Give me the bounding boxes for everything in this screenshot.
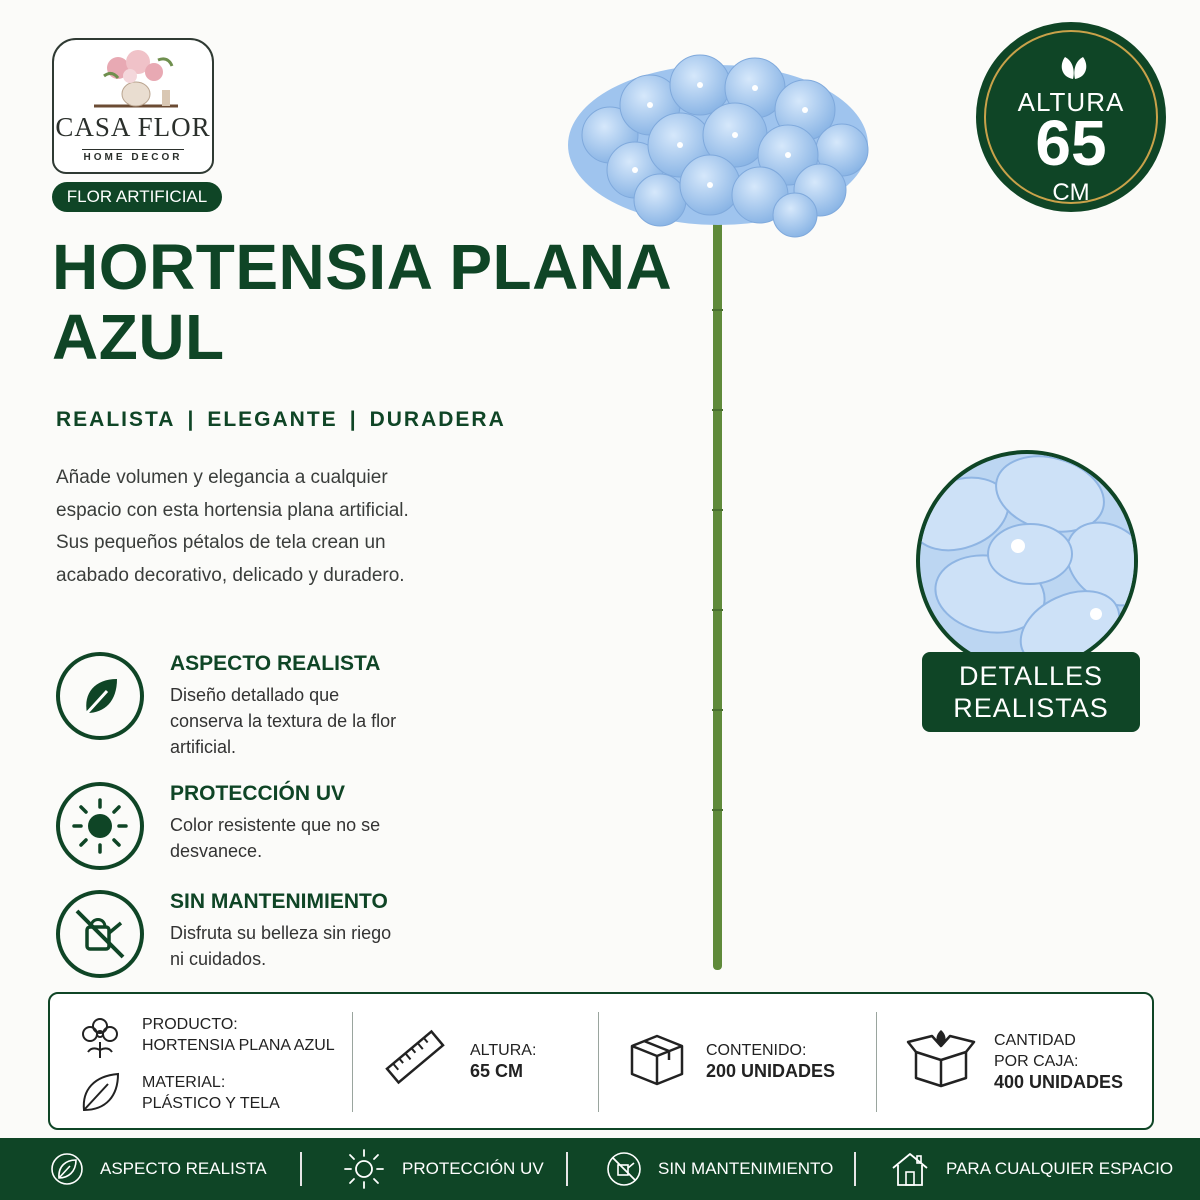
footer-divider xyxy=(854,1152,856,1186)
feature-text: Color resistente que no se desvanece. xyxy=(170,815,381,861)
no-watering-can-icon xyxy=(56,890,144,978)
footer-item-espacio xyxy=(890,1138,1173,1200)
spec-quantity-label: CANTIDAD xyxy=(994,1032,1076,1049)
tagline-duradera: DURADERA xyxy=(369,408,506,431)
spec-divider xyxy=(598,1012,599,1112)
footer-item-uv xyxy=(342,1138,544,1200)
flower-vase-illustration xyxy=(88,46,184,112)
feature-title: ASPECTO REALISTA xyxy=(170,652,381,675)
hydrangea-flower-image xyxy=(550,50,890,980)
spec-product-value: HORTENSIA PLANA AZUL xyxy=(142,1037,335,1054)
spec-material xyxy=(142,1072,280,1114)
spec-quantity-label-2: POR CAJA: xyxy=(994,1053,1079,1070)
tagline-separator: | xyxy=(187,408,196,431)
specs-box xyxy=(48,992,1154,1130)
spec-product xyxy=(142,1014,335,1056)
feature-title: PROTECCIÓN UV xyxy=(170,782,346,805)
spec-divider xyxy=(352,1012,353,1112)
spec-product-label: PRODUCTO: xyxy=(142,1016,238,1033)
detail-line-2: REALISTAS xyxy=(953,693,1109,723)
brand-subtitle: HOME DECOR xyxy=(83,152,183,163)
height-badge xyxy=(976,22,1166,212)
spec-material-label: MATERIAL: xyxy=(142,1074,226,1091)
footer-item-aspecto xyxy=(50,1138,267,1200)
feature-aspecto-realista xyxy=(56,652,416,757)
footer-label: ASPECTO REALISTA xyxy=(100,1159,267,1178)
category-pill: FLOR ARTIFICIAL xyxy=(52,182,222,212)
detail-line-1: DETALLES xyxy=(958,661,1104,691)
title-line-2: AZUL xyxy=(52,301,225,373)
spec-content-value: 200 UNIDADES xyxy=(706,1061,836,1081)
feature-text: Diseño detallado que conserva la textura de la flor artificial. xyxy=(170,685,397,757)
badge-value: 65 xyxy=(1035,107,1107,179)
feature-sin-mantenimiento xyxy=(56,890,416,990)
footer-label: PROTECCIÓN UV xyxy=(402,1159,544,1178)
spec-content-label: CONTENIDO: xyxy=(706,1042,807,1059)
spec-material-value: PLÁSTICO Y TELA xyxy=(142,1095,280,1112)
badge-label: ALTURA xyxy=(1017,87,1125,117)
brand-logo xyxy=(52,38,214,174)
feature-proteccion-uv xyxy=(56,782,416,882)
ruler-icon xyxy=(384,1026,446,1088)
footer-divider xyxy=(300,1152,302,1186)
badge-unit: CM xyxy=(1052,179,1090,206)
footer-bar xyxy=(0,1138,1200,1200)
sun-icon xyxy=(342,1147,386,1191)
footer-label: SIN MANTENIMIENTO xyxy=(658,1159,834,1178)
feature-text: Disfruta su belleza sin riego ni cuidados. xyxy=(170,923,392,969)
spec-quantity xyxy=(994,1030,1123,1094)
footer-label: PARA CUALQUIER ESPACIO xyxy=(946,1159,1174,1178)
leaf-outline-icon xyxy=(78,1070,122,1114)
title-line-1: HORTENSIA PLANA xyxy=(52,231,673,303)
sun-icon xyxy=(56,782,144,870)
tagline xyxy=(56,408,506,432)
logo-divider xyxy=(82,149,184,150)
flower-outline-icon xyxy=(78,1016,122,1060)
petal-detail-image xyxy=(916,450,1138,672)
house-icon xyxy=(890,1150,930,1188)
spec-height xyxy=(470,1040,536,1083)
feature-title: SIN MANTENIMIENTO xyxy=(170,890,388,913)
no-watering-can-icon xyxy=(606,1151,642,1187)
product-description: Añade volumen y elegancia a cualquier espacio con esta hortensia plana artificial. Sus pequeños pétalos de tela crean un acabado decorativo, delicado y duradero. xyxy=(56,467,409,586)
leaf-icon xyxy=(50,1152,84,1186)
open-box-icon xyxy=(906,1026,976,1088)
spec-quantity-value: 400 UNIDADES xyxy=(994,1072,1124,1092)
tagline-elegante: ELEGANTE xyxy=(207,408,338,431)
detail-label xyxy=(922,652,1140,732)
footer-item-mantenimiento xyxy=(606,1138,833,1200)
spec-height-label: ALTURA: xyxy=(470,1042,537,1059)
spec-height-value: 65 CM xyxy=(470,1061,524,1081)
tagline-separator: | xyxy=(349,408,358,431)
box-icon xyxy=(628,1030,686,1088)
footer-divider xyxy=(566,1152,568,1186)
spec-content xyxy=(706,1040,835,1083)
leaf-icon xyxy=(1057,55,1091,81)
leaf-icon xyxy=(56,652,144,740)
brand-name: CASA FLOR xyxy=(55,112,211,142)
tagline-realista: REALISTA xyxy=(56,408,176,431)
spec-divider xyxy=(876,1012,877,1112)
